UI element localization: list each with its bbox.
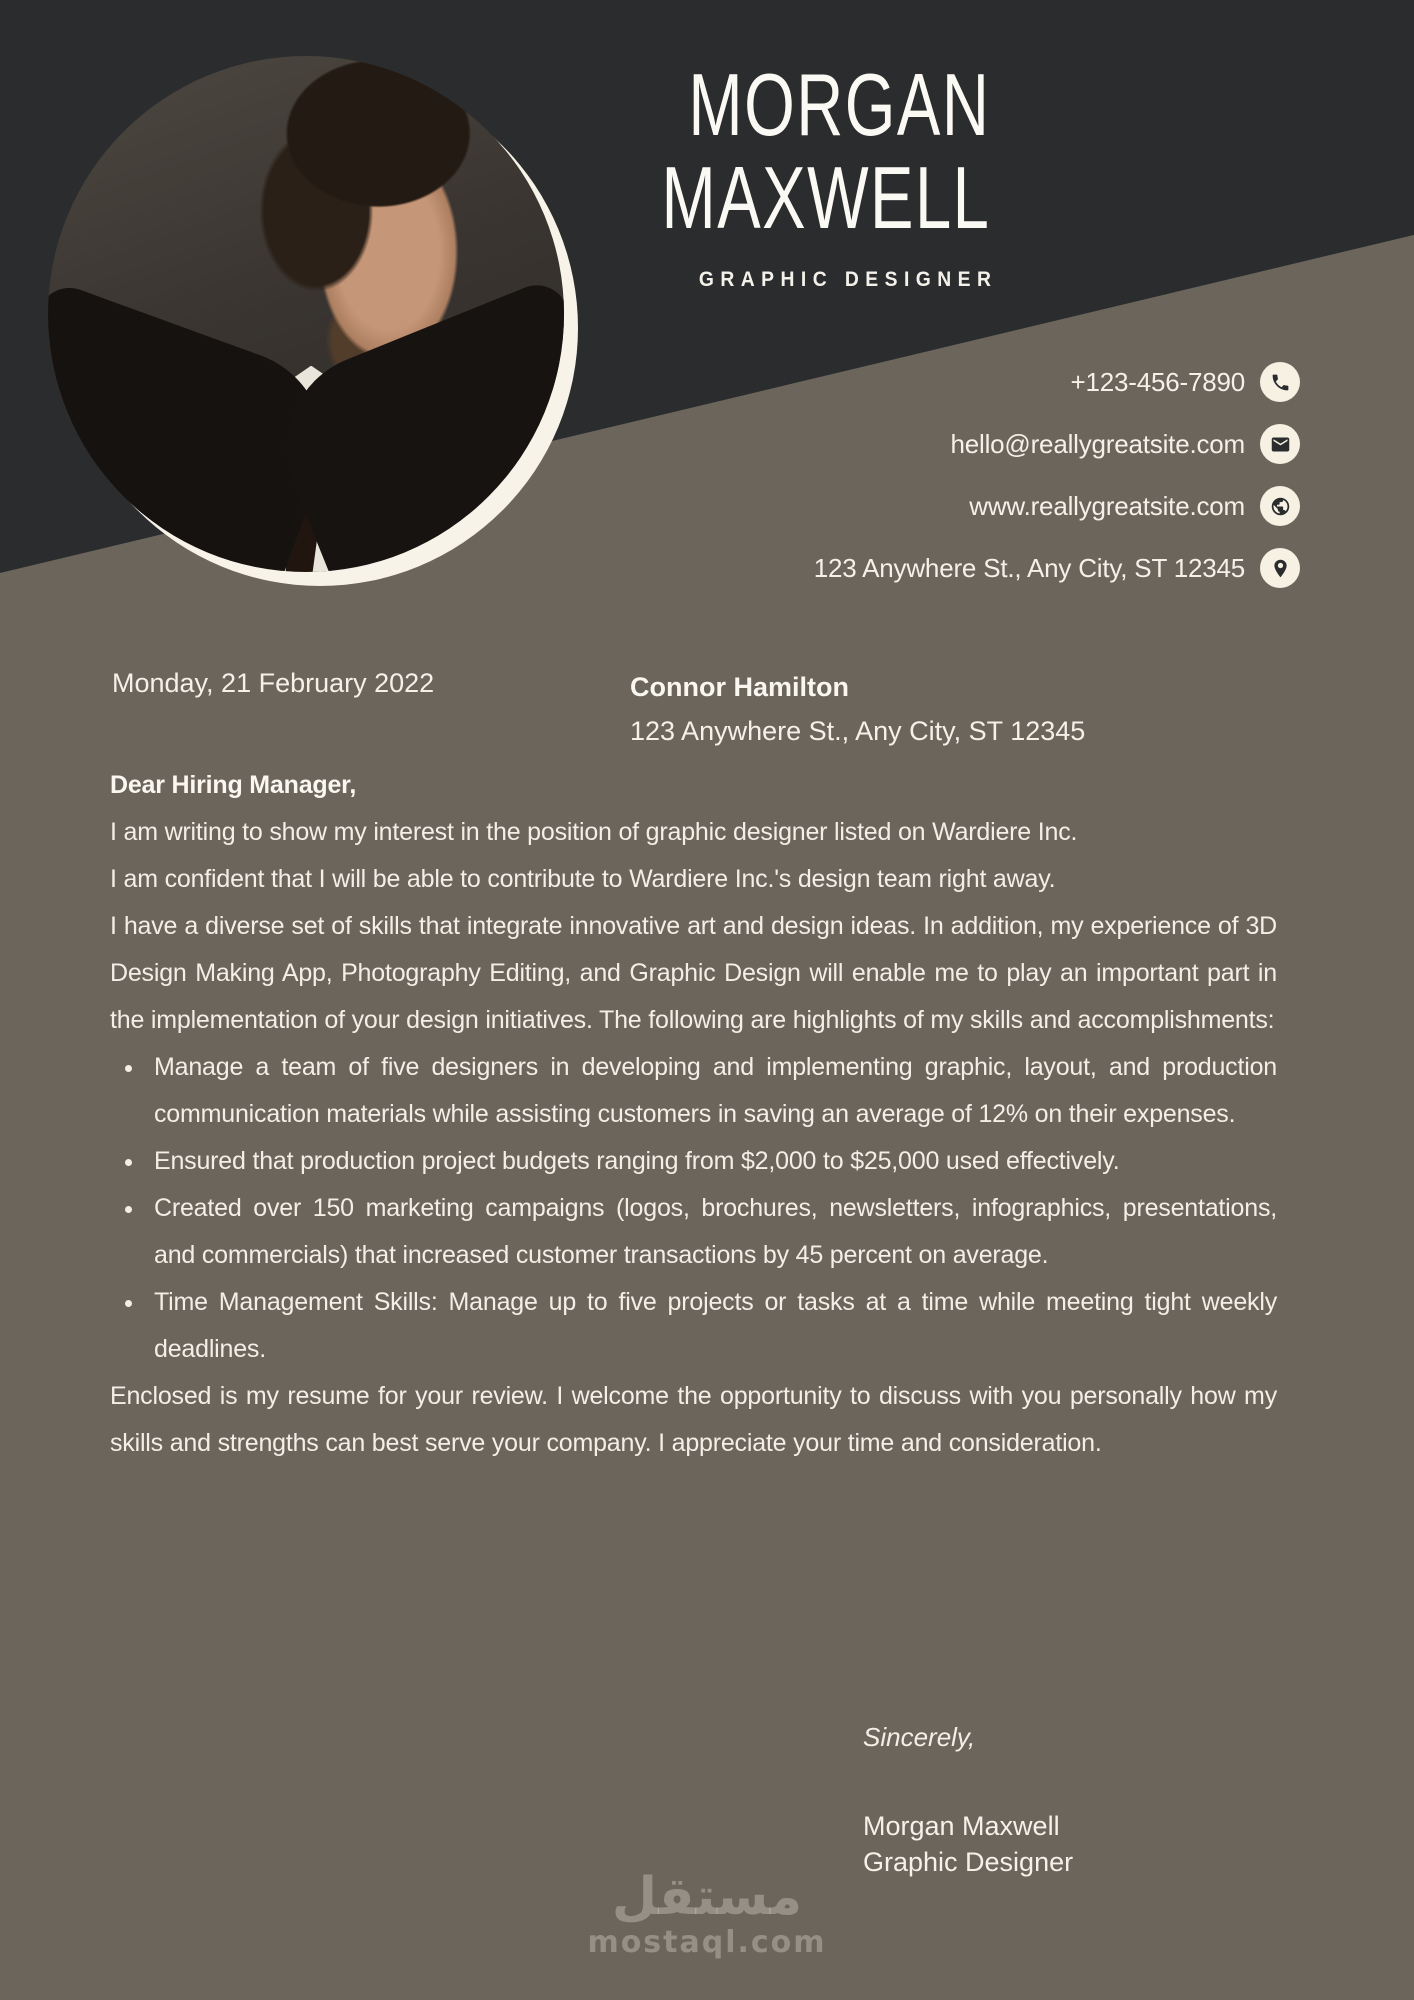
recipient-name: Connor Hamilton: [630, 672, 849, 702]
watermark: [507, 1868, 907, 1960]
recipient-address: 123 Anywhere St., Any City, ST 12345: [630, 716, 1086, 746]
name-last: MAXWELL: [661, 148, 990, 247]
letter-date: Monday, 21 February 2022: [112, 668, 435, 698]
contact-row: [814, 486, 1300, 526]
bullet-list: [110, 1044, 1277, 1373]
signature-role: Graphic Designer: [863, 1847, 1074, 1877]
contact-value: +123-456-7890: [1070, 366, 1245, 397]
globe-icon: [1260, 486, 1300, 526]
contact-row: [814, 548, 1300, 588]
bullet-item: • Manage a team of five designers in developing and implementing graphic, layout, and production communication materials while assisting customers in saving an average of 12% on their expenses.: [146, 1044, 1277, 1138]
letter-body: [110, 762, 1277, 1467]
contact-row: [814, 424, 1300, 464]
location-icon: [1260, 548, 1300, 588]
closing-paragraph: Enclosed is my resume for your review. I welcome the opportunity to discuss with you personally how my skills and strengths can best serve your company. I appreciate your time and consideration.: [110, 1382, 1277, 1457]
recipient-block: [630, 665, 1085, 753]
body-paragraph: I am writing to show my interest in the position of graphic designer listed on Wardiere Inc.: [110, 818, 1078, 846]
name-first: MORGAN: [688, 55, 990, 154]
phone-icon: [1260, 362, 1300, 402]
bullet-item: • Time Management Skills: Manage up to five projects or tasks at a time while meeting tight weekly deadlines.: [146, 1279, 1277, 1373]
body-paragraph: I am confident that I will be able to contribute to Wardiere Inc.'s design team right away.: [110, 865, 1056, 893]
role-title: GRAPHIC DESIGNER: [698, 268, 997, 291]
contact-row: [814, 362, 1300, 402]
contact-value: hello@reallygreatsite.com: [950, 428, 1245, 459]
watermark-arabic: مستقل: [611, 1867, 803, 1927]
bullet-item: • Created over 150 marketing campaigns (logos, brochures, newsletters, infographics, presentations, and commercials) that increased customer transactions by 45 percent on average.: [146, 1185, 1277, 1279]
watermark-domain: mostaql.com: [587, 1925, 827, 1960]
profile-photo: [48, 56, 564, 572]
paragraph-container: [110, 809, 1277, 1044]
email-icon: [1260, 424, 1300, 464]
body-paragraph: I have a diverse set of skills that integrate innovative art and design ideas. In addition, my experience of 3D Design Making App, Photography Editing, and Graphic Design will enable me to play an important part in the implementation of your design initiatives. The following are highlights of my skills and accomplishments:: [110, 912, 1277, 1034]
signature-name: Morgan Maxwell: [863, 1811, 1060, 1841]
contact-value: 123 Anywhere St., Any City, ST 12345: [813, 552, 1245, 583]
contact-value: www.reallygreatsite.com: [969, 490, 1245, 521]
sign-off: Sincerely,: [863, 1722, 976, 1752]
salutation: Dear Hiring Manager,: [110, 771, 357, 799]
name-block: [546, 55, 997, 292]
contact-list: [814, 362, 1300, 588]
bullet-item: • Ensured that production project budgets ranging from $2,000 to $25,000 used effectively.: [146, 1138, 1277, 1185]
